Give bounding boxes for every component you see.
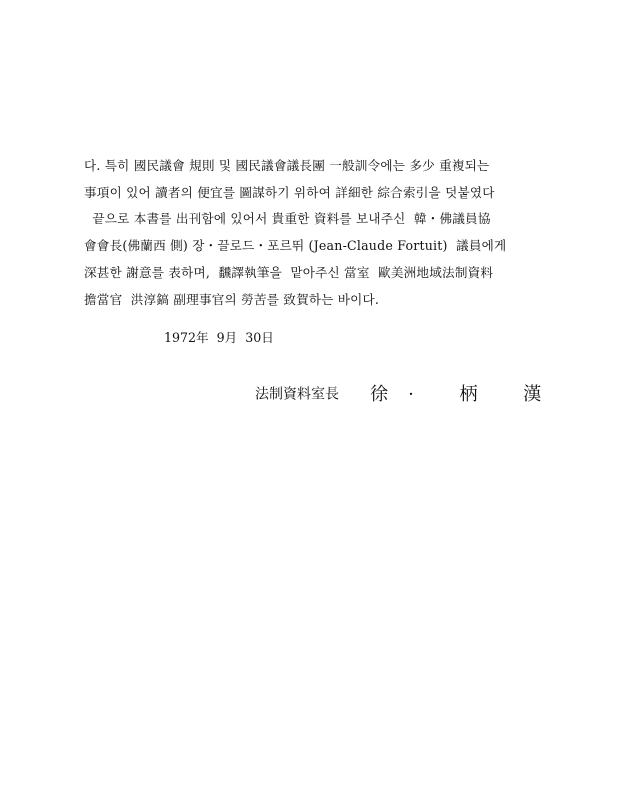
signature-name: 徐· 柄 漢	[370, 383, 562, 405]
text-line: 擔當官 洪淳鎬 副理事官의 勞苦를 致賀하는 바이다.	[84, 292, 380, 307]
text-line: 事項이 있어 讀者의 便宜를 圖謀하기 위하여 詳細한 綜合索引을 덧붙였다	[84, 185, 495, 200]
signature-block	[255, 379, 561, 410]
document-date: 1972年 9月 30日	[164, 330, 274, 345]
text-line: 다. 특히 國民議會 規則 및 國民議會議長團 一般訓令에는 多少 重複되는	[84, 158, 490, 173]
text-line: 深甚한 謝意를 表하며, 飜譯執筆을 맡아주신 當室 歐美洲地域法制資料	[84, 265, 494, 280]
text-line: 끝으로 本書를 出刊함에 있어서 貴重한 資料를 보내주신 韓・佛議員協	[84, 211, 491, 226]
paragraph-acknowledgement	[84, 205, 554, 313]
signature-title: 法制資料室長	[255, 386, 339, 403]
paragraph-closing-note	[84, 152, 554, 206]
text-line: 會會長(佛蘭西 側) 장・끌로드・포르뛰 (Jean-Claude Fortuit) 議員에게	[84, 238, 507, 253]
